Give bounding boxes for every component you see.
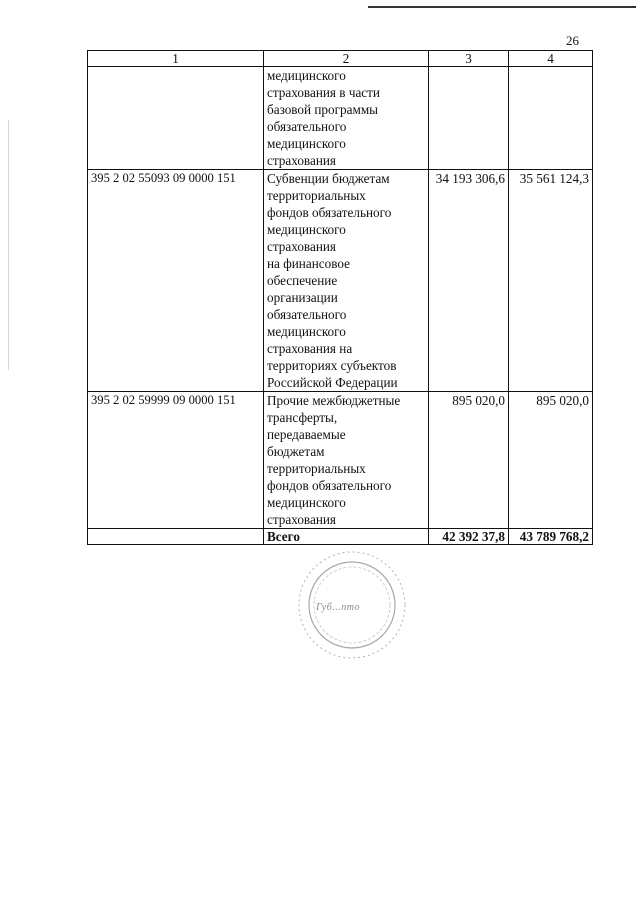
name-line: страхования в части bbox=[267, 85, 380, 100]
name-line: страхования на bbox=[267, 341, 353, 356]
name-line: обязательного bbox=[267, 307, 347, 322]
name-line: базовой программы bbox=[267, 102, 379, 117]
name-line: территориальных bbox=[267, 461, 366, 476]
name-line: медицинского bbox=[267, 222, 346, 237]
name-line: передаваемые bbox=[267, 427, 346, 442]
row-value-4: 35 561 124,3 bbox=[509, 170, 593, 392]
row-code: 395 2 02 55093 09 0000 151 bbox=[88, 170, 264, 392]
name-line: территориях субъектов bbox=[267, 358, 397, 373]
total-value-3: 42 392 37,8 bbox=[429, 529, 509, 545]
name-line: медицинского bbox=[267, 68, 346, 83]
name-line: страхования bbox=[267, 153, 336, 168]
scan-edge-line bbox=[8, 120, 9, 370]
name-line: медицинского bbox=[267, 136, 346, 151]
name-line: страхования bbox=[267, 239, 336, 254]
header-col-2: 2 bbox=[264, 51, 429, 67]
total-value-4: 43 789 768,2 bbox=[509, 529, 593, 545]
row-value-3: 895 020,0 bbox=[429, 392, 509, 529]
row-value-4: 895 020,0 bbox=[509, 392, 593, 529]
row-value-3: 34 193 306,6 bbox=[429, 170, 509, 392]
name-line: территориальных bbox=[267, 188, 366, 203]
budget-table bbox=[87, 50, 593, 545]
name-line: Субвенции бюджетам bbox=[267, 171, 390, 186]
total-code-cell bbox=[88, 529, 264, 545]
name-line: Прочие межбюджетные bbox=[267, 393, 401, 408]
name-line: обеспечение bbox=[267, 273, 338, 288]
row-code bbox=[88, 67, 264, 170]
header-col-1: 1 bbox=[88, 51, 264, 67]
name-line: медицинского bbox=[267, 324, 346, 339]
page-number: 26 bbox=[566, 33, 579, 48]
name-line: фондов обязательного bbox=[267, 205, 392, 220]
top-rule bbox=[368, 6, 636, 8]
row-value-4 bbox=[509, 67, 593, 170]
header-row bbox=[88, 51, 593, 67]
name-line: медицинского bbox=[267, 495, 346, 510]
name-line: страхования bbox=[267, 512, 336, 527]
name-line: на финансовое bbox=[267, 256, 350, 271]
name-line: организации bbox=[267, 290, 338, 305]
row-code: 395 2 02 59999 09 0000 151 bbox=[88, 392, 264, 529]
table-row bbox=[88, 170, 593, 392]
table-row bbox=[88, 392, 593, 529]
name-line: трансферты, bbox=[267, 410, 338, 425]
name-line: фондов обязательного bbox=[267, 478, 392, 493]
header-col-3: 3 bbox=[429, 51, 509, 67]
row-value-3 bbox=[429, 67, 509, 170]
name-line: бюджетам bbox=[267, 444, 325, 459]
name-line: Российской Федерации bbox=[267, 375, 398, 390]
name-line: обязательного bbox=[267, 119, 347, 134]
table-row bbox=[88, 67, 593, 170]
header-col-4: 4 bbox=[509, 51, 593, 67]
total-label: Всего bbox=[264, 529, 429, 545]
total-row bbox=[88, 529, 593, 545]
row-name bbox=[264, 392, 429, 529]
stamp-text: Губ...пто bbox=[316, 602, 360, 613]
row-name bbox=[264, 170, 429, 392]
row-name bbox=[264, 67, 429, 170]
